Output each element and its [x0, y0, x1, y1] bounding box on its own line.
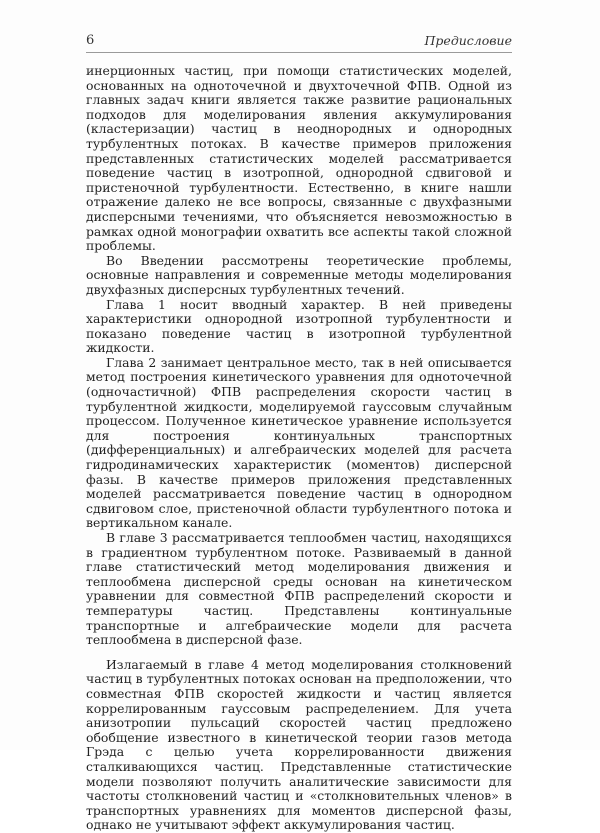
paragraph-continuation: инерционных частиц, при помощи статистических моделей, основанных на одноточечной и двухточечной ФПВ. Одной из главных задач книги является также развитие рациональных подходов для моделирования явления аккумулирования (кластеризации) частиц в неоднородных и однородных турбулентных потоках. В качестве примеров приложения представленных статистических моделей рассматривается поведение частиц в изотропной, однородной сдвиговой и пристеночной турбулентности. Естественно, в книге нашли отражение далеко не все вопросы, связанные с двухфазными дисперсными течениями, что объясняется невозможностью в рамках одной монографии охватить все аспекты такой сложной проблемы. [86, 63, 512, 254]
paragraph-chapter-1: Глава 1 носит вводный характер. В ней приведены характеристики однородной изотропной турбулентности и показано поведение частиц в изотропной турбулентной жидкости. [86, 296, 512, 356]
section-title: Предисловие [424, 33, 512, 48]
body-text [86, 64, 512, 833]
page-number: 6 [86, 33, 95, 48]
running-head [86, 33, 512, 53]
paragraph-chapter-2: Глава 2 занимает центральное место, так в ней описывается метод построения кинетического уравнения для одноточечной (одночастичной) ФПВ распределения скорости частиц в турбулентной жидкости, моделируемой гауссовым случайным процессом. Полученное кинетическое уравнение используется для построения континуальных транспортных (дифференциальных) и алгебраических моделей для расчета гидродинамических характеристик (моментов) дисперсной фазы. В качестве примеров приложения представленных моделей рассматривается поведение частиц в однородном сдвиговом слое, пристеночной области турбулентного потока и вертикальном канале. [86, 354, 512, 531]
paragraph-chapter-4: Излагаемый в главе 4 метод моделирования столкновений частиц в турбулентных потоках основан на предположении, что совместная ФПВ скоростей жидкости и частиц является коррелированным гауссовым распределением. Для учета анизотропии пульсаций скоростей частиц предложено обобщение известного в кинетической теории газов метода Грэда с целью учета коррелированности движения сталкивающихся частиц. Представленные статистические модели позволяют получить аналитические зависимости для частоты столкновений частиц и «столкновительных членов» в транспортных уравнениях для моментов дисперсной фазы, однако не учитывают эффект аккумулирования частиц. [86, 656, 512, 833]
paragraph-chapter-3: В главе 3 рассматривается теплообмен частиц, находящихся в градиентном турбулентном потоке. Развиваемый в данной главе статистический метод моделирования движения и теплообмена дисперсной среды основан на кинетическом уравнении для совместной ФПВ распределений скорости и температуры частиц. Представлены континуальные транспортные и алгебраические модели для расчета теплообмена в дисперсной фазе. [86, 530, 512, 648]
header-rule [86, 52, 512, 53]
paragraph-introduction: Во Введении рассмотрены теоретические проблемы, основные направления и современные методы моделирования двухфазных дисперсных турбулентных течений. [86, 252, 512, 297]
